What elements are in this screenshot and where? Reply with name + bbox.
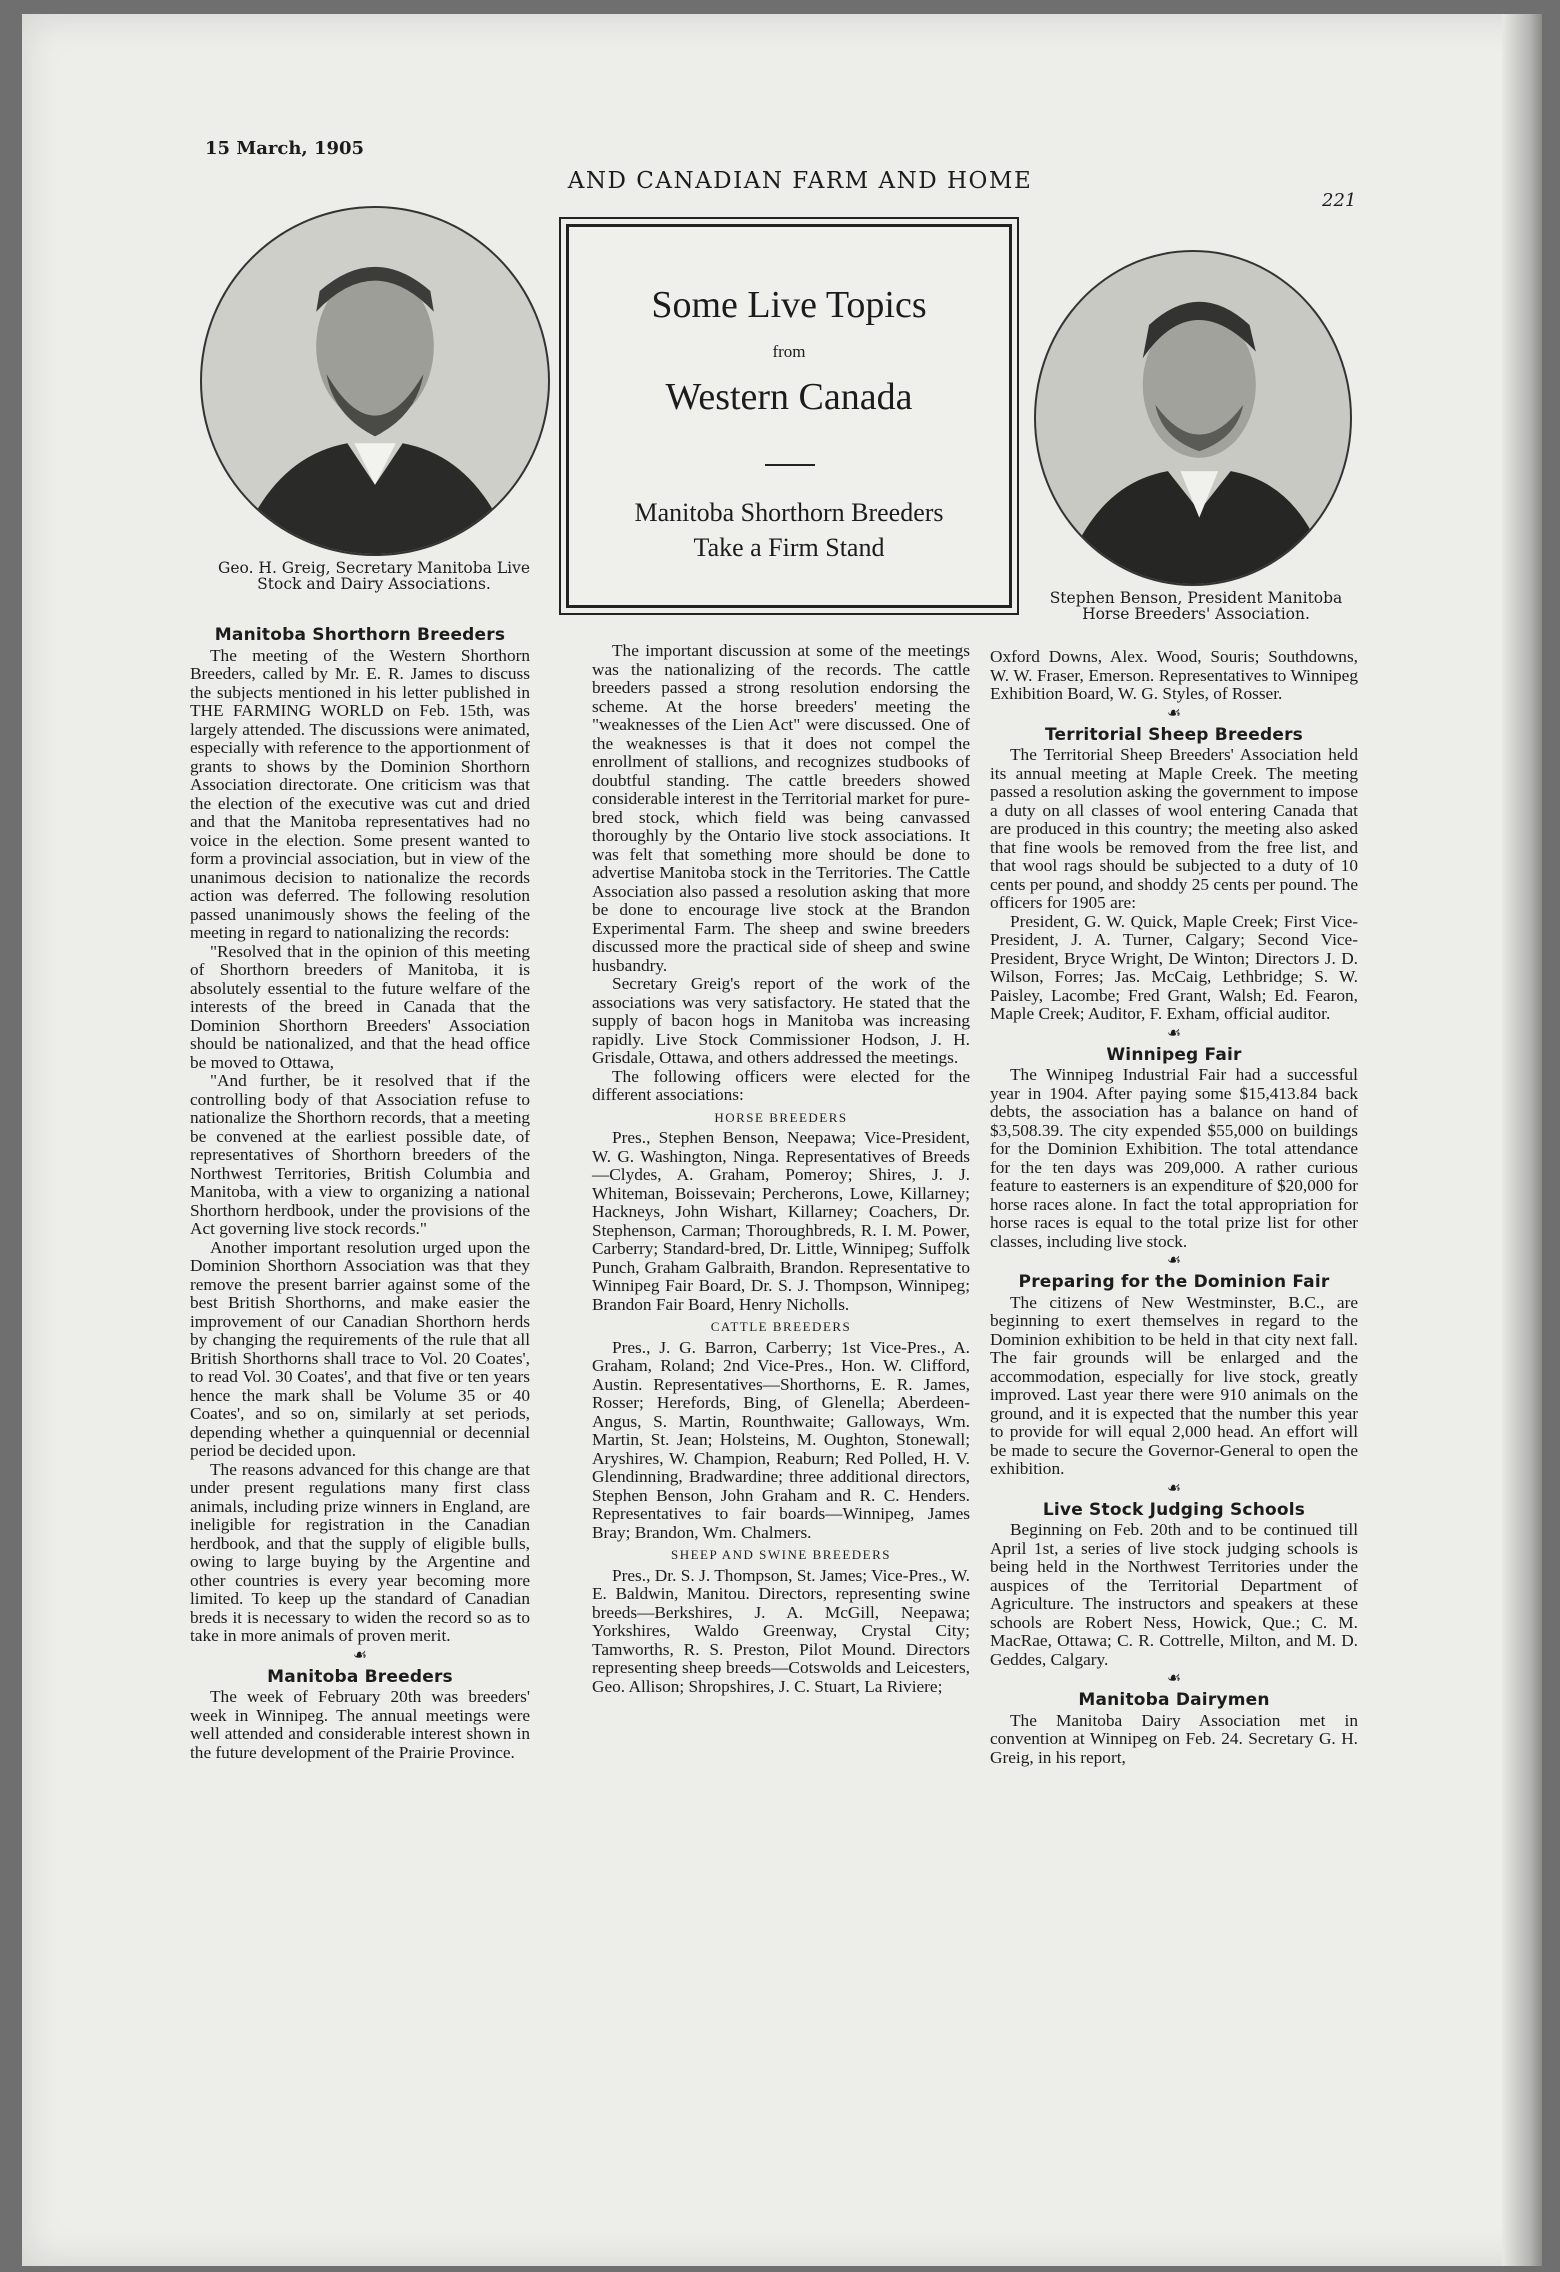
subsection-heading: SHEEP AND SWINE BREEDERS	[670, 1547, 892, 1562]
section-heading: Live Stock Judging Schools	[1042, 1499, 1306, 1520]
section-heading: Manitoba Breeders	[267, 1666, 453, 1687]
paragraph: Another important resolution urged upon the Dominion Shorthorn Association was that they remove the present barrier against some of the best British Shorthorns, and make easier the improvement of our Canadian Shorthorn herds by changing the requirements of the rule that all British Shorthorns shall trace to Vol. 20 Coates', to read Vol. 30 Coates', and that five or ten years hence the mark shall be Volume 35 or 40 Coates', and so on, similarly at set periods, depending whether a quinquennial or decennial period be decided upon.	[190, 1237, 530, 1460]
paragraph: "And further, be it resolved that if the controlling body of that Association refuse to nationalize the Shorthorn records, that a meeting be convened at the earliest possible date, of representatives of Shorthorn breeders of the Northwest Territories, British Columbia and Manitoba, with a view to organizing a national Shorthorn herdbook, under the provisions of the Act governing live stock records."	[190, 1071, 530, 1238]
section-heading: Manitoba Dairymen	[1078, 1690, 1270, 1710]
paragraph: Beginning on Feb. 20th and to be continued till April 1st, a series of live stock judging schools is being held in the Northwest Territories under the auspices of the Territorial Department of Agriculture. The instructors and speakers at these schools are Robert Ness, Howick, Que.; C. M. MacRae, Ottawa; C. R. Cottrelle, Milton, and M. D. Geddes, Calgary.	[990, 1520, 1358, 1669]
running-head: AND CANADIAN FARM AND HOME	[567, 168, 1033, 194]
issue-date: 15 March, 1905	[205, 138, 365, 159]
paragraph: "Resolved that in the opinion of this meeting of Shorthorn breeders of Manitoba, it is absolutely essential to the future welfare of the interests of the breed in Canada that the Dominion Shorthorn Breeders' Association should be nationalized, and that the head office be moved to Ottawa,	[190, 941, 530, 1072]
page-edge	[1502, 14, 1542, 2266]
paragraph: The meeting of the Western Shorthorn Breeders, called by Mr. E. R. James to discuss the subjects mentioned in his letter published in THE FARMING WORLD on Feb. 15th, was largely attended. The discussions were animated, especially with reference to the apportionment of grants to shows by the Dominion Shorthorn Association directorate. One criticism was that the election of the executive was cut and dried and that the Manitoba representatives had no voice in the election. Some present wanted to form a provincial association, but in view of the unanimous decision to nationalize the records action was deferred. The following resolution passed unanimously shows the feeling of the meeting in regard to nationalizing the records:	[190, 645, 530, 942]
feature-title-box	[566, 224, 1012, 608]
paragraph: The following officers were elected for the different associations:	[592, 1066, 970, 1104]
paragraph: The week of February 20th was breeders' week in Winnipeg. The annual meetings were well attended and considerable interest shown in the future development of the Prairie Province.	[190, 1687, 530, 1762]
caption-line: Stephen Benson, President Manitoba	[1049, 589, 1343, 607]
paragraph: The citizens of New Westminster, B.C., are beginning to exert themselves in regard to the Dominion exhibition to be held in that city next fall. The fair grounds will be enlarged and the accommodation, especially for live stock, greatly improved. Last year there were 910 animals on the ground, and it is expected that the number this year to provide for will equal 2,000 head. An effort will be made to secure the Governor-General to open the exhibition.	[990, 1292, 1358, 1478]
ornament: ☙	[1166, 704, 1182, 722]
article-column-1	[190, 622, 530, 1762]
ornament: ☙	[1166, 1252, 1182, 1269]
portrait-greig	[200, 206, 550, 556]
caption-line: Geo. H. Greig, Secretary Manitoba Live	[217, 559, 531, 577]
portrait-benson-caption	[1028, 590, 1364, 623]
paragraph: The reasons advanced for this change are that under present regulations many first class animals, including prize winners in England, are ineligible for registration in the Canadian herdbook, and that the supply of eligible bulls, owing to large buying by the Argentine and other countries is every year becoming more limited. To keep up the standard of Canadian breds it is necessary to widen the record so as to take in more animals of proven merit.	[190, 1459, 530, 1645]
portrait-greig-image	[202, 208, 548, 554]
feature-title-from: from	[772, 342, 806, 361]
paragraph: The Manitoba Dairy Association met in convention at Winnipeg on Feb. 24. Secretary G. H. Greig, in his report,	[990, 1710, 1358, 1767]
section-heading: Manitoba Shorthorn Breeders	[214, 625, 506, 645]
portrait-greig-caption	[196, 560, 552, 593]
ornament: ☙	[1166, 1479, 1182, 1497]
feature-subtitle	[589, 495, 989, 565]
ornament: ☙	[1166, 1670, 1182, 1687]
section-heading: Territorial Sheep Breeders	[1045, 724, 1303, 745]
ornament: ☙	[352, 1646, 368, 1664]
subsection-heading: CATTLE BREEDERS	[710, 1319, 852, 1334]
article-column-3	[990, 648, 1358, 1767]
subsection-heading: HORSE BREEDERS	[714, 1109, 848, 1125]
section-heading: Winnipeg Fair	[1106, 1044, 1242, 1065]
paragraph: The Territorial Sheep Breeders' Association held its annual meeting at Maple Creek. The meeting passed a resolution asking the government to impose a duty on all classes of wool entering Canada that are produced in this country; the meeting also asked that fine wools be removed from the free list, and that wool rags should be subjected to a duty of 10 cents per pound, and shoddy 25 cents per pound. The officers for 1905 are:	[990, 745, 1358, 912]
subtitle-line: Take a Firm Stand	[693, 533, 885, 563]
paragraph: Pres., Stephen Benson, Neepawa; Vice-President, W. G. Washington, Ninga. Representatives of Breeds —Clydes, A. Graham, Pomeroy; Shires, J. J. Whiteman, Boissevain; Percherons, Lowe, Killarney; Hackneys, John Wishart, Killarney; Coachers, Dr. Stephenson, Carman; Thoroughbreds, R. I. M. Power, Carberry; Standard-bred, Dr. Little, Winnipeg; Suffolk Punch, Graham Galbraith, Brandon. Representative to Winnipeg Fair Board, Dr. S. J. Thompson, Winnipeg; Brandon Fair Board, Henry Nicholls.	[592, 1128, 970, 1314]
caption-line: Horse Breeders' Association.	[1082, 605, 1310, 624]
article-column-2	[592, 642, 970, 1696]
paragraph: Secretary Greig's report of the work of the associations was very satisfactory. He stated that the supply of bacon hogs in Manitoba was increasing rapidly. Live Stock Commissioner Hodson, J. H. Grisdale, Ottawa, and others addressed the meetings.	[592, 974, 970, 1067]
subtitle-line: Manitoba Shorthorn Breeders	[634, 498, 944, 527]
paragraph: Pres., J. G. Barron, Carberry; 1st Vice-Pres., A. Graham, Roland; 2nd Vice-Pres., Hon. W. Clifford, Austin. Representatives—Shorthorns, E. R. James, Rosser; Herefords, Bing, of Glenella; Aberdeen-Angus, S. Martin, Rounthwaite; Galloways, Wm. Martin, St. Jean; Holsteins, M. Oughton, Stonewall; Aryshires, W. Champion, Reaburn; Red Polled, H. V. Glendinning, Bradwardine; three additional directors, Stephen Benson, John Graham and R. C. Henders. Representatives to fair boards—Winnipeg, James Bray; Brandon, Wm. Chalmers.	[592, 1337, 970, 1542]
portrait-benson	[1034, 250, 1352, 586]
section-heading: Preparing for the Dominion Fair	[1018, 1272, 1330, 1292]
paragraph: Oxford Downs, Alex. Wood, Souris; Southdowns, W. W. Fraser, Emerson. Representatives to Winnipeg Exhibition Board, W. G. Styles, of Rosser.	[990, 647, 1358, 703]
paragraph: Pres., Dr. S. J. Thompson, St. James; Vice-Pres., W. E. Baldwin, Manitou. Directors, representing swine breeds—Berkshires, J. A. McGill, Neepawa; Yorkshires, Waldo Greenway, Crystal City; Tamworths, R. S. Preston, Pilot Mound. Directors representing sheep breeds—Cotswolds and Leicesters, Geo. Allison; Shropshires, J. C. Stuart, La Riviere;	[592, 1565, 970, 1696]
portrait-benson-image	[1036, 252, 1350, 584]
caption-line: Stock and Dairy Associations.	[257, 575, 491, 594]
paragraph: The important discussion at some of the meetings was the nationalizing of the records. The cattle breeders passed a strong resolution endorsing the scheme. At the horse breeders' meeting the "weaknesses of the Lien Act" were discussed. One of the weaknesses is that it does not compel the enrollment of stallions, and recognizes studbooks of doubtful standing. The cattle breeders showed considerable interest in the Territorial market for pure-bred stock, which field was being canvassed thoroughly by the Ontario live stock associations. It was felt that something more should be done to advertise Manitoba stock in the Territories. The Cattle Association also passed a resolution asking that more be done to encourage live stock at the Brandon Experimental Farm. The sheep and swine breeders discussed more the practical side of sheep and swine husbandry.	[592, 641, 970, 975]
feature-title-line2: Western Canada	[665, 376, 913, 418]
page-number: 221	[1322, 190, 1357, 211]
title-divider	[765, 464, 815, 466]
paragraph: President, G. W. Quick, Maple Creek; First Vice-President, J. A. Turner, Calgary; Second Vice-President, Bryce Wright, De Winton; Directors J. D. Wilson, Forres; Jas. McCaig, Lethbridge; S. W. Paisley, Lacombe; Fred Grant, Walsh; Ed. Fearon, Maple Creek; Auditor, F. Exham, official auditor.	[990, 911, 1358, 1023]
ornament: ☙	[1166, 1024, 1182, 1042]
feature-title-line1: Some Live Topics	[651, 284, 927, 326]
paragraph: The Winnipeg Industrial Fair had a successful year in 1904. After paying some $15,413.84 back debts, the association has a balance on hand of $3,508.39. The city expended $55,000 on buildings for the Dominion Exhibition. The total attendance for the ten days was 209,000. A rather curious feature to easterners is an expenditure of $20,000 for horse races alone. In fact the total appropriation for horse races is equal to the total prize list for other classes, including live stock.	[990, 1065, 1358, 1251]
